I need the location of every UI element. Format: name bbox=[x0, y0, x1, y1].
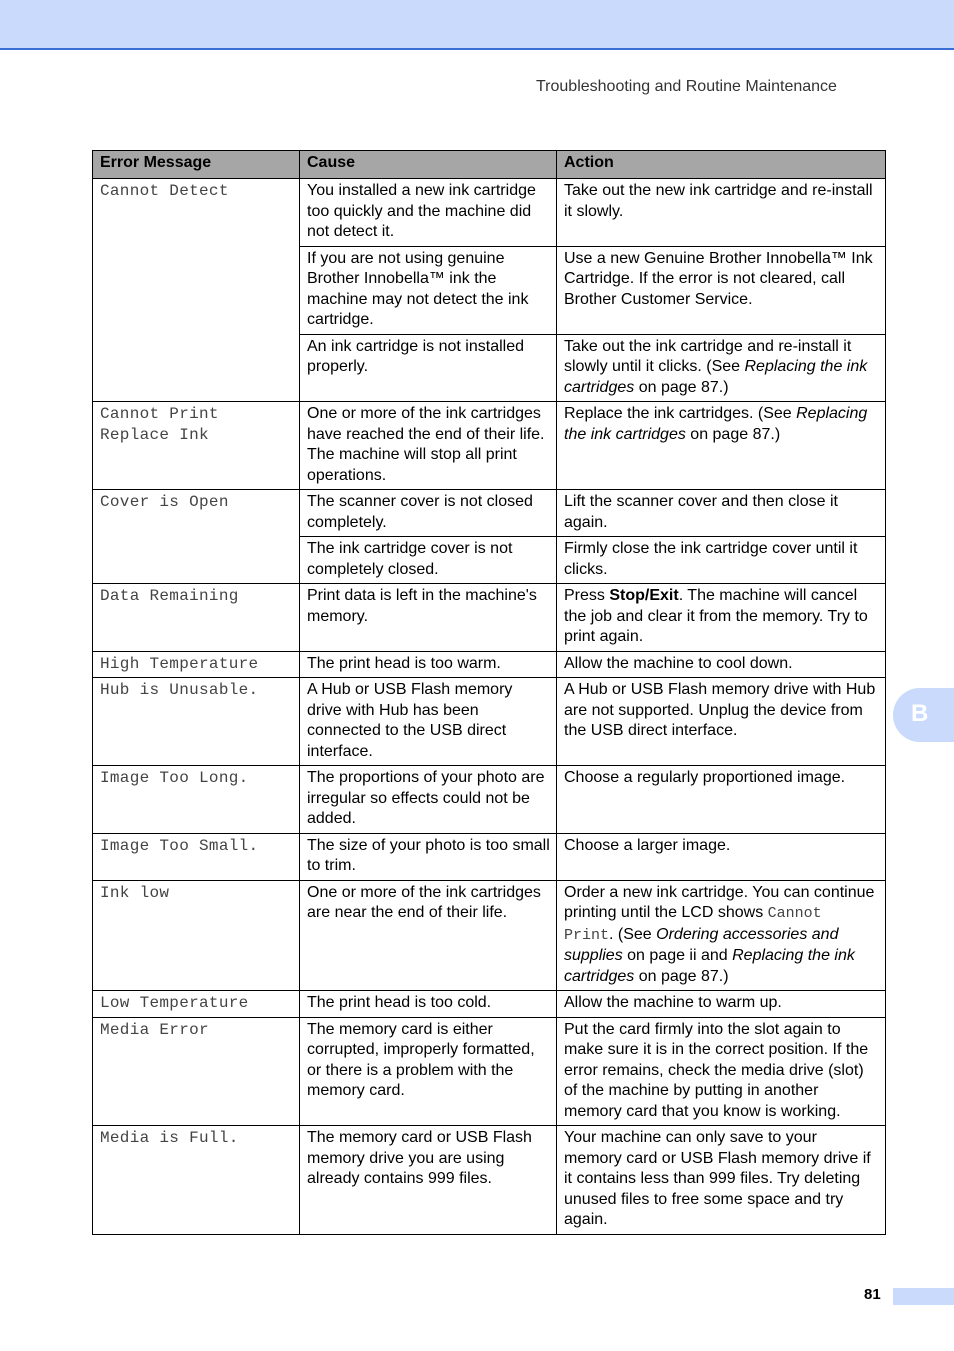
column-header-action: Action bbox=[557, 151, 886, 179]
action-cell bbox=[557, 537, 886, 584]
action-text-segment: Take out the new ink cartridge and re-install it slowly. bbox=[564, 182, 873, 220]
action-text-segment: Press bbox=[564, 587, 610, 604]
error-message-cell: Image Too Long. bbox=[93, 766, 300, 834]
cause-cell: If you are not using genuine Brother Innobella™ ink the machine may not detect the ink cartridge. bbox=[300, 246, 557, 334]
footer-color-band bbox=[893, 1288, 954, 1305]
action-text-segment: Put the card firmly into the slot again to make sure it is in the correct position. If the error remains, check the media drive (slot) of the machine by putting in another memory card that you know is working. bbox=[564, 1020, 869, 1120]
table-row bbox=[93, 490, 886, 537]
action-cell bbox=[557, 490, 886, 537]
action-text-segment: on page 87.) bbox=[685, 425, 781, 443]
error-message-cell: Cannot Detect bbox=[93, 179, 300, 402]
action-text-segment: Use a new Genuine Brother Innobella™ Ink Cartridge. If the error is not cleared, call Brother Customer Service. bbox=[564, 249, 873, 308]
action-text-segment: Choose a regularly proportioned image. bbox=[564, 769, 846, 786]
error-message-cell: Media Error bbox=[93, 1017, 300, 1126]
chapter-tab-letter: B bbox=[911, 700, 929, 727]
error-message-cell: Ink low bbox=[93, 880, 300, 991]
cause-cell: Print data is left in the machine's memory. bbox=[300, 584, 557, 652]
action-cell bbox=[557, 880, 886, 991]
table-row bbox=[93, 766, 886, 834]
action-cell bbox=[557, 402, 886, 490]
table-row bbox=[93, 402, 886, 490]
cause-cell: A Hub or USB Flash memory drive with Hub has been connected to the USB direct interface. bbox=[300, 678, 557, 766]
top-color-band bbox=[0, 0, 954, 50]
action-text-segment: . The machine will cancel the job and clear it from the memory. Try to print again. bbox=[564, 587, 868, 645]
table-row bbox=[93, 179, 886, 247]
error-message-cell: Cannot Print Replace Ink bbox=[93, 402, 300, 490]
column-header-cause: Cause bbox=[300, 151, 557, 179]
error-message-cell: Media is Full. bbox=[93, 1126, 300, 1235]
action-text-segment: on page 87.) bbox=[634, 378, 729, 396]
error-message-cell: Image Too Small. bbox=[93, 833, 300, 880]
action-text-segment: on page 87.) bbox=[634, 967, 729, 985]
table-row bbox=[93, 678, 886, 766]
cause-cell: The size of your photo is too small to trim. bbox=[300, 833, 557, 880]
table-body bbox=[93, 179, 886, 1235]
action-cell bbox=[557, 1017, 886, 1126]
table-header-row bbox=[93, 151, 886, 179]
running-header: Troubleshooting and Routine Maintenance bbox=[536, 78, 837, 95]
action-text-segment: Choose a larger image. bbox=[564, 836, 731, 854]
action-text-segment: Allow the machine to warm up. bbox=[564, 994, 782, 1011]
action-cell bbox=[557, 1126, 886, 1235]
action-text-segment: Take out the ink cartridge and re-install it slowly until it clicks. (See bbox=[564, 337, 852, 375]
chapter-tab bbox=[893, 688, 954, 742]
table-row bbox=[93, 651, 886, 678]
error-message-cell: Low Temperature bbox=[93, 991, 300, 1018]
action-cell bbox=[557, 651, 886, 678]
action-text-segment: Lift the scanner cover and then close it again. bbox=[564, 493, 838, 531]
action-text-segment: Cannot Print bbox=[564, 905, 822, 944]
table-row bbox=[93, 584, 886, 652]
action-text-segment: Order a new ink cartridge. You can continue printing until the LCD shows bbox=[564, 883, 875, 921]
action-text-segment: Allow the machine to cool down. bbox=[564, 654, 793, 672]
error-message-cell: High Temperature bbox=[93, 651, 300, 678]
action-text-segment: Replacing the ink cartridges bbox=[564, 405, 868, 443]
action-text-segment: A Hub or USB Flash memory drive with Hub are not supported. Unplug the device from the USB direct interface. bbox=[564, 681, 876, 739]
page-number: 81 bbox=[864, 1286, 881, 1303]
action-cell bbox=[557, 833, 886, 880]
action-text-segment: Replacing the ink cartridges bbox=[564, 358, 868, 396]
action-text-segment: Ordering accessories and supplies bbox=[564, 925, 839, 964]
action-cell bbox=[557, 766, 886, 834]
cause-cell: The proportions of your photo are irregular so effects could not be added. bbox=[300, 766, 557, 834]
cause-cell: The print head is too cold. bbox=[300, 991, 557, 1018]
cause-cell: The print head is too warm. bbox=[300, 651, 557, 678]
cause-cell: One or more of the ink cartridges have reached the end of their life. The machine will stop all print operations. bbox=[300, 402, 557, 490]
action-cell bbox=[557, 334, 886, 402]
action-cell bbox=[557, 678, 886, 766]
cause-cell: The memory card or USB Flash memory drive you are using already contains 999 files. bbox=[300, 1126, 557, 1235]
cause-cell: The scanner cover is not closed completely. bbox=[300, 490, 557, 537]
action-text-segment: Replacing the ink cartridges bbox=[564, 947, 855, 985]
cause-cell: The ink cartridge cover is not completely closed. bbox=[300, 537, 557, 584]
error-message-cell: Data Remaining bbox=[93, 584, 300, 652]
action-cell bbox=[557, 246, 886, 334]
cause-cell: You installed a new ink cartridge too quickly and the machine did not detect it. bbox=[300, 179, 557, 247]
table-row bbox=[93, 880, 886, 991]
cause-cell: An ink cartridge is not installed properly. bbox=[300, 334, 557, 402]
action-cell bbox=[557, 179, 886, 247]
action-cell bbox=[557, 991, 886, 1018]
action-text-segment: Firmly close the ink cartridge cover until it clicks. bbox=[564, 540, 858, 578]
action-text-segment: on page ii and bbox=[622, 947, 733, 964]
cause-cell: One or more of the ink cartridges are near the end of their life. bbox=[300, 880, 557, 991]
table-row bbox=[93, 833, 886, 880]
table-row bbox=[93, 1126, 886, 1235]
action-text-segment: Your machine can only save to your memory card or USB Flash memory drive if it contains less than 999 files. Try deleting unused files to free some space and try again. bbox=[564, 1129, 871, 1228]
column-header-error-message: Error Message bbox=[93, 151, 300, 179]
table-row bbox=[93, 1017, 886, 1126]
action-cell bbox=[557, 584, 886, 652]
action-text-segment: . (See bbox=[609, 925, 657, 943]
action-text-segment: Replace the ink cartridges. (See bbox=[564, 405, 797, 422]
action-text-segment: Stop/Exit bbox=[609, 587, 679, 604]
error-message-table bbox=[92, 150, 886, 1235]
error-message-cell: Cover is Open bbox=[93, 490, 300, 584]
table-row bbox=[93, 991, 886, 1018]
cause-cell: The memory card is either corrupted, improperly formatted, or there is a problem with the memory card. bbox=[300, 1017, 557, 1126]
error-message-cell: Hub is Unusable. bbox=[93, 678, 300, 766]
